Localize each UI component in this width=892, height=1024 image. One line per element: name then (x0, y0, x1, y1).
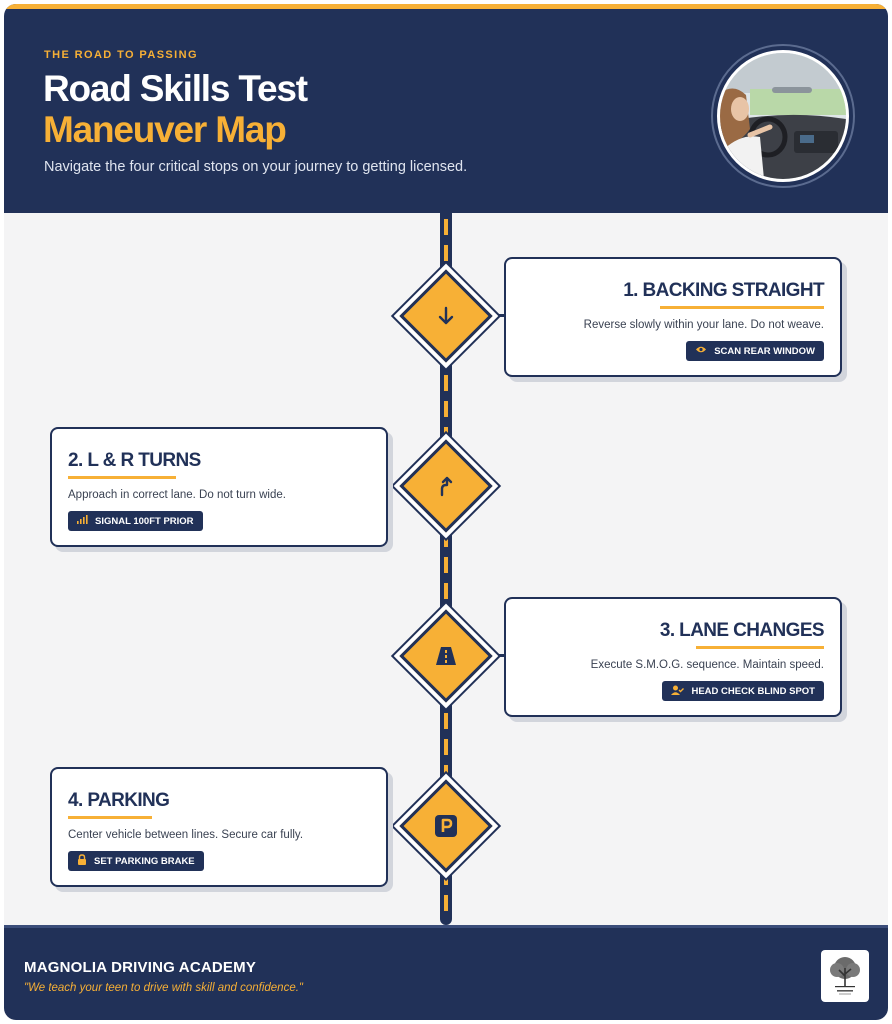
arrow-down-icon (431, 301, 461, 331)
footer-brand-name: MAGNOLIA DRIVING ACADEMY (24, 959, 257, 976)
eyebrow-text: THE ROAD TO PASSING (44, 49, 198, 61)
step-3-card (504, 597, 842, 717)
step-1-tip-label: SCAN REAR WINDOW (714, 345, 815, 357)
step-2-description: Approach in correct lane. Do not turn wide. (68, 489, 286, 501)
step-4-tip-label: SET PARKING BRAKE (94, 855, 195, 867)
eye-icon (695, 345, 707, 357)
page-title-highlight: Maneuver Map (43, 109, 286, 150)
step-1-underline (660, 306, 824, 309)
step-3-description: Execute S.M.O.G. sequence. Maintain speed. (590, 659, 824, 671)
step-2-underline (68, 476, 176, 479)
tree-logo-icon (821, 950, 869, 1002)
step-3-tip-label: HEAD CHECK BLIND SPOT (691, 685, 815, 697)
footer (4, 925, 888, 1020)
step-4-underline (68, 816, 152, 819)
step-3-tip-badge (662, 681, 824, 701)
maneuver-timeline (4, 213, 888, 925)
step-2-title: 2. L & R TURNS (68, 450, 201, 471)
turn-arrow-icon (431, 471, 461, 501)
user-check-icon (671, 685, 684, 698)
infographic-page (4, 4, 888, 1020)
road-icon (431, 641, 461, 671)
step-4-tip-badge (68, 851, 204, 871)
step-1-title: 1. BACKING STRAIGHT (623, 280, 824, 301)
step-3-title: 3. LANE CHANGES (659, 620, 824, 641)
driver-photo-frame (711, 44, 855, 188)
step-1-description: Reverse slowly within your lane. Do not weave. (583, 319, 824, 331)
lock-icon (77, 854, 87, 868)
page-subtitle: Navigate the four critical stops on your journey to getting licensed. (44, 159, 468, 175)
parking-icon (431, 811, 461, 841)
step-1-card (504, 257, 842, 377)
header (4, 4, 888, 213)
step-4-title: 4. PARKING (68, 790, 170, 811)
step-4-description: Center vehicle between lines. Secure car fully. (68, 829, 304, 841)
page-title: Road Skills Test (43, 68, 307, 109)
signal-bars-icon (77, 515, 88, 527)
driver-photo (717, 50, 849, 182)
step-3-underline (696, 646, 824, 649)
step-2-tip-label: SIGNAL 100FT PRIOR (95, 515, 194, 527)
step-2-tip-badge (68, 511, 203, 531)
footer-tagline: "We teach your teen to drive with skill and confidence." (24, 982, 303, 994)
step-1-tip-badge (686, 341, 824, 361)
step-2-card (50, 427, 388, 547)
step-4-card (50, 767, 388, 887)
